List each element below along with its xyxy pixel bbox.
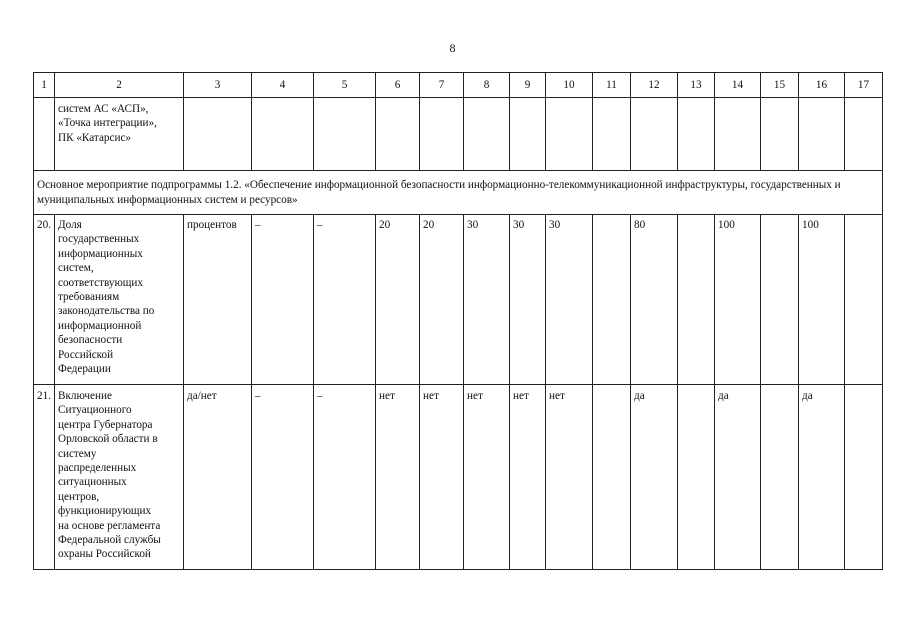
indicator-table <box>33 72 883 570</box>
column-header: 7 <box>420 73 464 98</box>
empty-cell <box>420 98 464 171</box>
section-row <box>34 171 883 215</box>
value-cell <box>678 215 715 385</box>
section-title: Основное мероприятие подпрограммы 1.2. «Обеспечение информационной безопасности информационно-телекоммуникационной инфраструктуры, государственных и муниципальных информационных систем и ресурсов» <box>34 171 883 215</box>
empty-cell <box>799 98 845 171</box>
continuation-row <box>34 98 883 171</box>
indicator-name: Включение Ситуационного центра Губернатора Орловской области в систему распределенных ситуационных центров, функционирующих на основе регламента Федеральной службы охраны Российской <box>55 385 184 570</box>
value-cell <box>761 215 799 385</box>
indicator-name: систем АС «АСП», «Точка интеграции», ПК «Катарсис» <box>55 98 184 171</box>
empty-cell <box>376 98 420 171</box>
column-header: 10 <box>546 73 593 98</box>
column-header: 3 <box>184 73 252 98</box>
value-cell: 30 <box>546 215 593 385</box>
column-header: 17 <box>845 73 883 98</box>
value-cell <box>845 215 883 385</box>
empty-cell <box>761 98 799 171</box>
value-cell: нет <box>546 385 593 570</box>
value-cell <box>678 385 715 570</box>
empty-cell <box>464 98 510 171</box>
unit-cell: да/нет <box>184 385 252 570</box>
column-header: 2 <box>55 73 184 98</box>
table-row <box>34 215 883 385</box>
column-header: 1 <box>34 73 55 98</box>
column-header: 8 <box>464 73 510 98</box>
value-cell: да <box>715 385 761 570</box>
empty-cell <box>252 98 314 171</box>
table-row <box>34 385 883 570</box>
value-cell <box>593 385 631 570</box>
empty-cell <box>715 98 761 171</box>
value-cell: – <box>314 215 376 385</box>
column-header: 9 <box>510 73 546 98</box>
empty-cell <box>314 98 376 171</box>
empty-cell <box>678 98 715 171</box>
value-cell <box>845 385 883 570</box>
value-cell: нет <box>464 385 510 570</box>
value-cell: нет <box>510 385 546 570</box>
value-cell: 30 <box>464 215 510 385</box>
empty-cell <box>593 98 631 171</box>
value-cell <box>761 385 799 570</box>
value-cell: 100 <box>715 215 761 385</box>
value-cell: – <box>252 385 314 570</box>
row-number: 21. <box>34 385 55 570</box>
column-header: 5 <box>314 73 376 98</box>
column-number-row <box>34 73 883 98</box>
value-cell: 30 <box>510 215 546 385</box>
column-header: 14 <box>715 73 761 98</box>
column-header: 6 <box>376 73 420 98</box>
empty-cell <box>510 98 546 171</box>
value-cell: 100 <box>799 215 845 385</box>
indicator-name: Доля государственных информационных систем, соответствующих требованиям законодательства по информационной безопасности Российской Федерации <box>55 215 184 385</box>
value-cell: нет <box>420 385 464 570</box>
value-cell: да <box>799 385 845 570</box>
value-cell: 20 <box>420 215 464 385</box>
empty-cell <box>184 98 252 171</box>
column-header: 15 <box>761 73 799 98</box>
column-header: 13 <box>678 73 715 98</box>
empty-cell <box>546 98 593 171</box>
value-cell: – <box>314 385 376 570</box>
empty-cell <box>631 98 678 171</box>
empty-cell <box>34 98 55 171</box>
value-cell: нет <box>376 385 420 570</box>
value-cell: 20 <box>376 215 420 385</box>
value-cell: 80 <box>631 215 678 385</box>
column-header: 11 <box>593 73 631 98</box>
column-header: 12 <box>631 73 678 98</box>
page-number: 8 <box>449 41 456 55</box>
row-number: 20. <box>34 215 55 385</box>
column-header: 4 <box>252 73 314 98</box>
column-header: 16 <box>799 73 845 98</box>
value-cell: да <box>631 385 678 570</box>
value-cell <box>593 215 631 385</box>
empty-cell <box>845 98 883 171</box>
unit-cell: процентов <box>184 215 252 385</box>
value-cell: – <box>252 215 314 385</box>
